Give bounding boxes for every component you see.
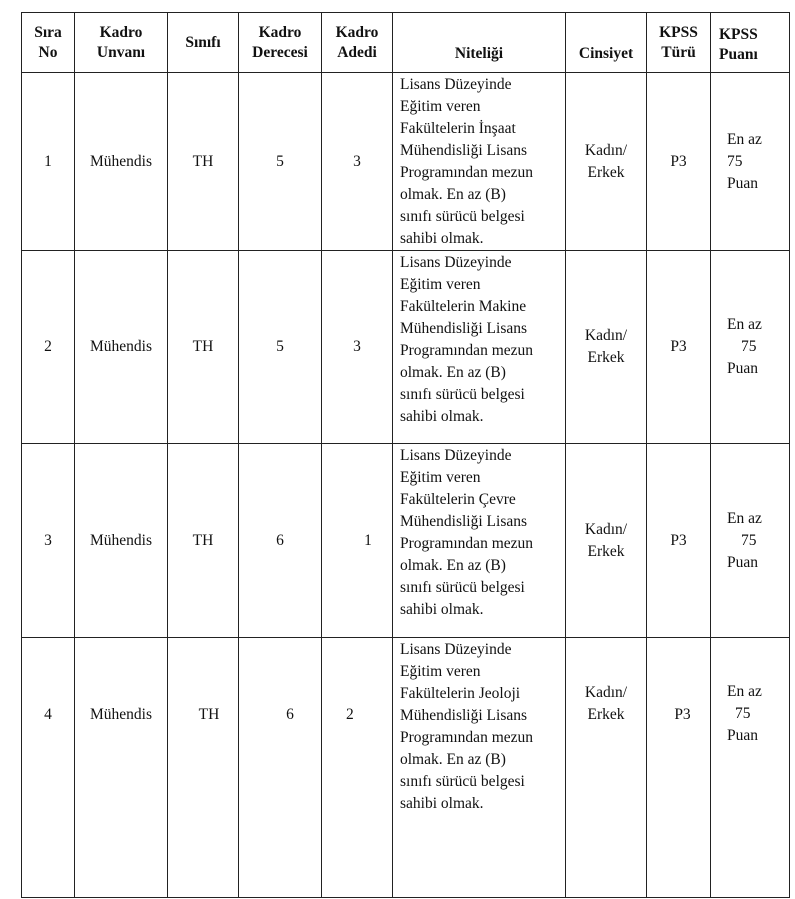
sira-no-cell: 3 — [22, 444, 75, 638]
header-row — [22, 13, 790, 73]
kadro-derecesi-cell: 5 — [239, 73, 322, 251]
cinsiyet-cell: Kadın/ Erkek — [566, 444, 647, 638]
kadro-unvani-cell: Mühendis — [75, 251, 168, 444]
niteligi-cell: Lisans Düzeyinde Eğitim veren Fakültelerin Makine Mühendisliği Lisans Programından mezun olmak. En az (B) sınıfı sürücü belgesi sahibi olmak. — [393, 251, 566, 444]
header-sinifi: Sınıfı — [168, 13, 239, 73]
header-cinsiyet: Cinsiyet — [566, 13, 647, 73]
header-sira-no: Sıra No — [22, 13, 75, 73]
cinsiyet-cell: Kadın/ Erkek — [566, 73, 647, 251]
sinifi-cell: TH — [168, 73, 239, 251]
sira-no-cell: 1 — [22, 73, 75, 251]
table-row — [22, 638, 790, 898]
kadro-derecesi-cell: 6 — [239, 444, 322, 638]
header-niteligi: Niteliği — [393, 13, 566, 73]
cinsiyet-cell: Kadın/ Erkek — [566, 638, 647, 898]
sinifi-cell: TH — [168, 444, 239, 638]
kadro-unvani-cell: Mühendis — [75, 73, 168, 251]
niteligi-cell: Lisans Düzeyinde Eğitim veren Fakültelerin İnşaat Mühendisliği Lisans Programından mezun olmak. En az (B) sınıfı sürücü belgesi sahibi olmak. — [393, 73, 566, 251]
kpss-puani-cell: En az 75 Puan — [711, 444, 790, 638]
table-row — [22, 73, 790, 251]
niteligi-cell: Lisans Düzeyinde Eğitim veren Fakültelerin Çevre Mühendisliği Lisans Programından mezun olmak. En az (B) sınıfı sürücü belgesi sahibi olmak. — [393, 444, 566, 638]
sira-no-cell: 4 — [22, 638, 75, 898]
kpss-turu-cell: P3 — [647, 73, 711, 251]
kpss-puani-cell: En az 75 Puan — [711, 73, 790, 251]
header-kadro-unvani: Kadro Unvanı — [75, 13, 168, 73]
sinifi-cell: TH — [168, 638, 239, 898]
sinifi-cell: TH — [168, 251, 239, 444]
kadro-adedi-cell: 3 — [322, 73, 393, 251]
table-row — [22, 444, 790, 638]
kpss-puani-cell: En az 75 Puan — [711, 638, 790, 898]
kadro-unvani-cell: Mühendis — [75, 638, 168, 898]
header-kpss-puani: KPSS Puanı — [711, 13, 790, 73]
cinsiyet-cell: Kadın/ Erkek — [566, 251, 647, 444]
sira-no-cell: 2 — [22, 251, 75, 444]
kadro-adedi-cell: 3 — [322, 251, 393, 444]
header-kpss-turu: KPSS Türü — [647, 13, 711, 73]
kpss-turu-cell: P3 — [647, 638, 711, 898]
header-kadro-derecesi: Kadro Derecesi — [239, 13, 322, 73]
niteligi-cell: Lisans Düzeyinde Eğitim veren Fakültelerin Jeoloji Mühendisliği Lisans Programından mezun olmak. En az (B) sınıfı sürücü belgesi sahibi olmak. — [393, 638, 566, 898]
kadro-derecesi-cell: 6 — [239, 638, 322, 898]
kpss-turu-cell: P3 — [647, 444, 711, 638]
kadro-table — [21, 12, 790, 898]
table-row — [22, 251, 790, 444]
kadro-unvani-cell: Mühendis — [75, 444, 168, 638]
kadro-adedi-cell: 1 — [322, 444, 393, 638]
kadro-derecesi-cell: 5 — [239, 251, 322, 444]
header-kadro-adedi: Kadro Adedi — [322, 13, 393, 73]
kadro-adedi-cell: 2 — [322, 638, 393, 898]
kpss-puani-cell: En az 75 Puan — [711, 251, 790, 444]
kpss-turu-cell: P3 — [647, 251, 711, 444]
